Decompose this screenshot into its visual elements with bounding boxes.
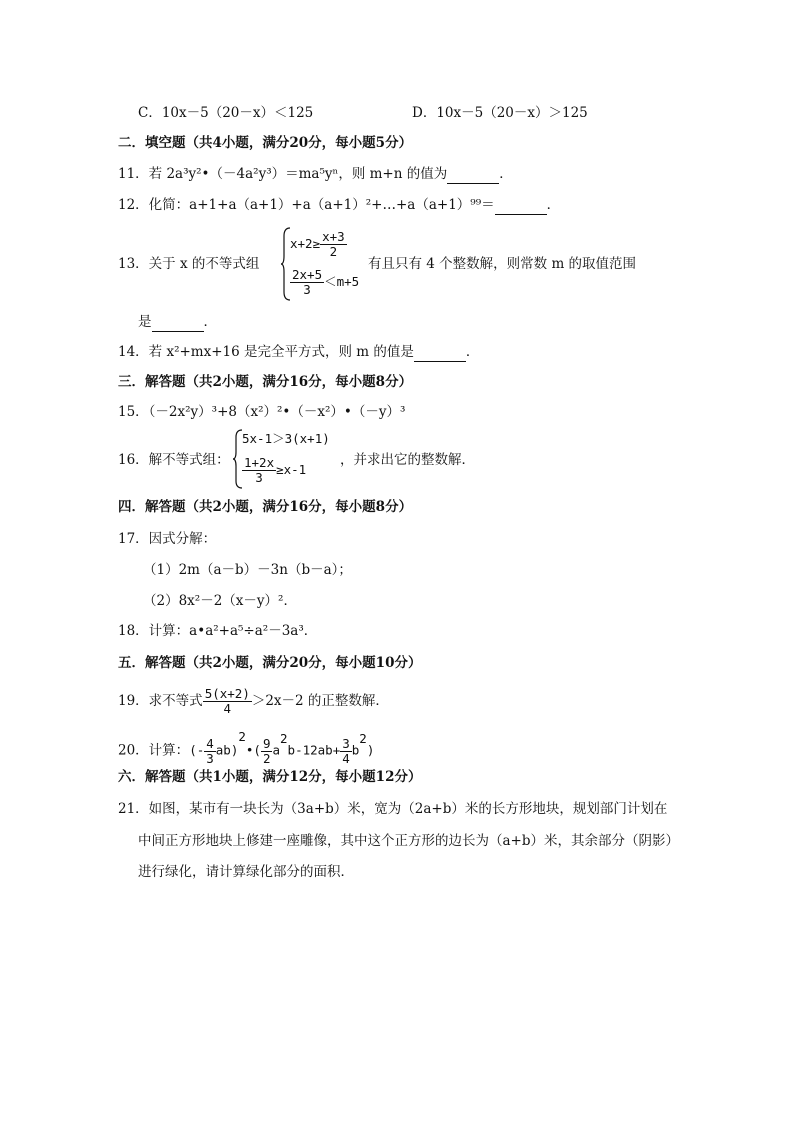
fraction: $\frac{5(x+2)}{4}$ (204, 686, 250, 716)
question-20: 20．计算：(- $\frac{4}{3}$ ab)$^2$•( $\frac{9}{2}$ $a^2b-12ab+$ $\frac{3}{4}$ $b^2$) (118, 729, 375, 766)
section-6-title: 六．解答题（共1小题，满分12分，每小题12分） (118, 769, 422, 785)
choice-c: C．10x－5（20－x）＜125 (138, 105, 314, 121)
question-21-line-1: 21．如图，某市有一块长为（3a+b）米，宽为（2a+b）米的长方形地块，规划部门计划在 (118, 801, 668, 817)
inequality-system-13 (280, 226, 370, 302)
question-11: 11．若 2a³y²•（－4a²y³）＝ma⁵yⁿ，则 m+n 的值为 ． (118, 166, 513, 182)
question-15: 15．（－2x²y）³+8（x²）²•（－x²）•（－y）³ (118, 404, 406, 420)
question-13-prefix: 13．关于 x 的不等式组 (118, 256, 260, 272)
fraction: $\frac{3}{4}$ (342, 735, 350, 766)
question-21-line-3: 进行绿化，请计算绿化部分的面积． (138, 864, 354, 880)
question-16-suffix: ，并求出它的整数解． (340, 452, 475, 468)
system-row-1: x+2≥ $\frac{x+3}{2}$ (290, 229, 345, 259)
question-17: 17．因式分解： (118, 531, 217, 547)
question-17-part-2: （2）8x²－2（x－y）²． (143, 593, 297, 609)
answer-blank (495, 200, 547, 215)
fraction: $\frac{9}{2}$ (262, 735, 271, 766)
system-row-1: 5x-1＞3(x+1) (242, 431, 330, 446)
choice-d: D．10x－5（20－x）＞125 (412, 105, 588, 121)
answer-blank (447, 169, 499, 184)
answer-blank (152, 317, 204, 332)
question-14: 14．若 x²+mx+16 是完全平方式，则 m 的值是 ． (118, 344, 480, 360)
question-17-part-1: （1）2m（a－b）－3n（b－a）； (143, 562, 352, 578)
fraction: $\frac{4}{3}$ (206, 735, 214, 766)
answer-blank (414, 347, 466, 362)
question-18: 18．计算：a•a²+a⁵÷a²－3a³． (118, 623, 318, 639)
question-12: 12．化简：a+1+a（a+1）+a（a+1）²+…+a（a+1）⁹⁹＝ ． (118, 197, 561, 213)
section-4-title: 四．解答题（共2小题，满分16分，每小题8分） (118, 499, 413, 515)
system-row-2: $\frac{1+2x}{3}$ ≥x-1 (244, 455, 307, 485)
question-16-prefix: 16．解不等式组： (118, 452, 230, 468)
question-19: 19．求不等式 $\frac{5(x+2)}{4}$ ＞2x－2 的正整数解． (118, 686, 389, 716)
section-2-title: 二．填空题（共4小题，满分20分，每小题5分） (118, 135, 413, 151)
section-3-title: 三．解答题（共2小题，满分16分，每小题8分） (118, 374, 413, 390)
question-21-line-2: 中间正方形地块上修建一座雕像，其中这个正方形的边长为（a+b）米，其余部分（阴影） (138, 833, 680, 849)
system-row-2: $\frac{2x+5}{3}$ ＜m+5 (292, 267, 360, 297)
question-13-end: 是 ． (138, 314, 217, 330)
section-5-title: 五．解答题（共2小题，满分20分，每小题10分） (118, 655, 422, 671)
inequality-system-16 (232, 428, 347, 490)
question-13-suffix: 有且只有 4 个整数解，则常数 m 的取值范围 (368, 256, 637, 272)
